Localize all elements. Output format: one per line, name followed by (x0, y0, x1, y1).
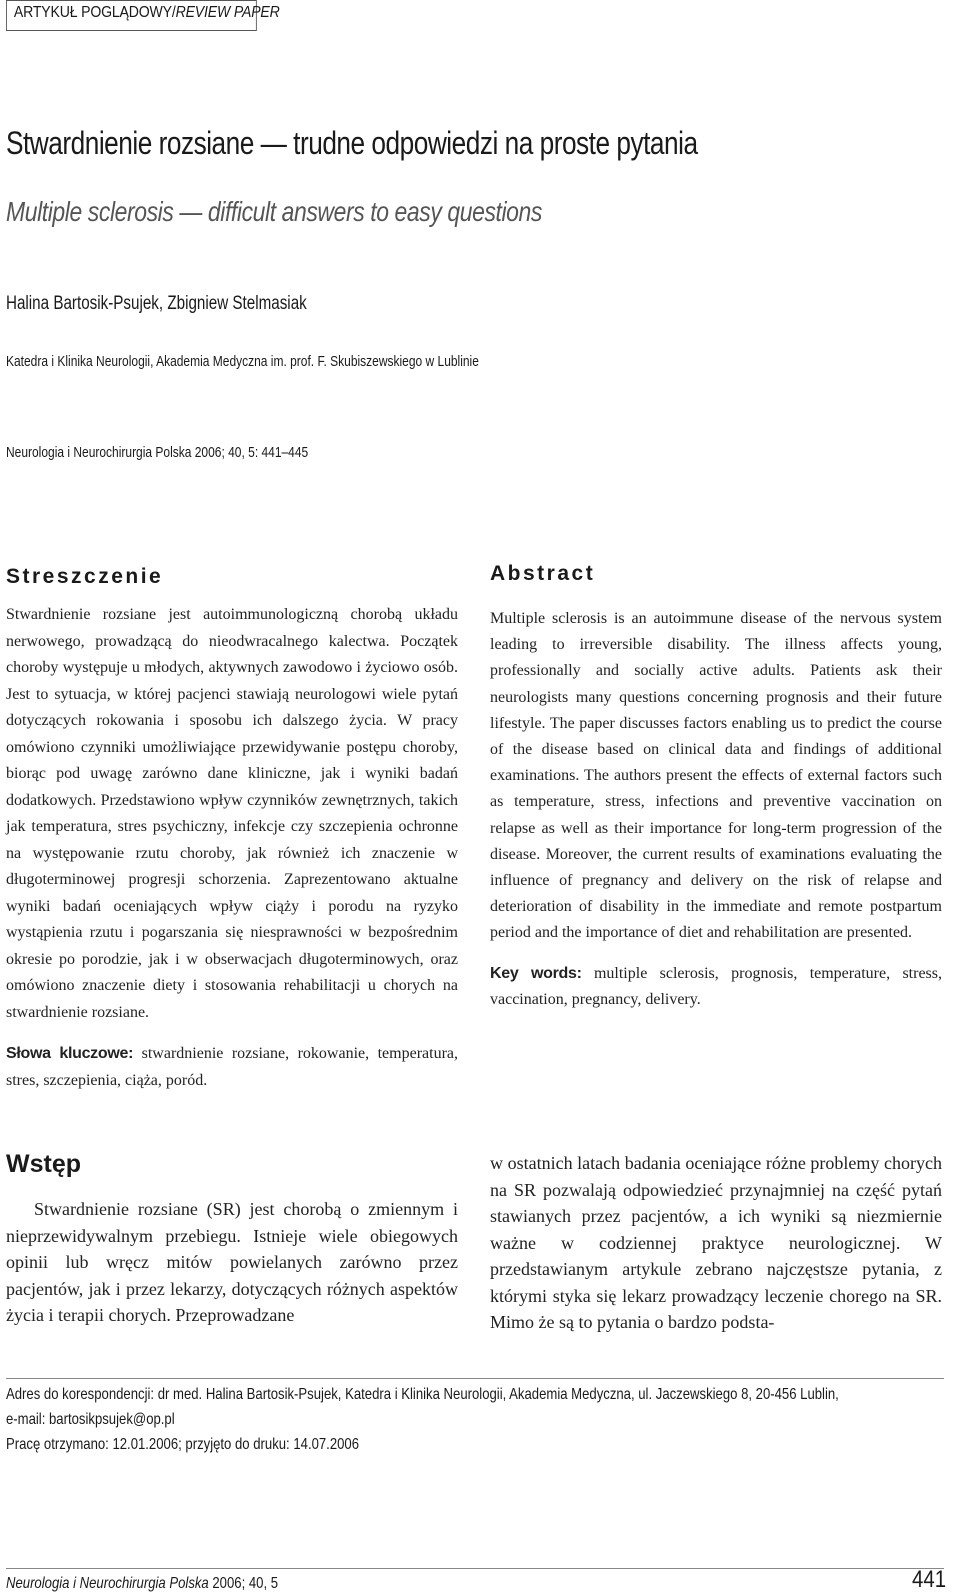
keywords-en: multiple sclerosis, prognosis, temperature, stress, vaccination, pregnancy, delivery. (490, 964, 943, 1008)
footer-issue: 2006; 40, 5 (208, 1575, 279, 1592)
keywords-label-pl: Słowa kluczowe: (6, 1045, 134, 1062)
article-type-label: ARTYKUŁ POGLĄDOWY/ (13, 4, 176, 21)
footer-journal-name: Neurologia i Neurochirurgia Polska (6, 1575, 209, 1592)
intro-left-text: Stwardnienie rozsiane (SR) jest chorobą o zmiennym i nieprzewidywalnym przebiegu. Istnieje wiele obiegowych opinii lub wręcz mitów powielanych zarówno przez pacjentów, jak i przez lekarzy, dotyczących różnych aspektów życia i terapii chorych. Przeprowadzane (6, 1199, 458, 1325)
footer-journal (6, 1575, 278, 1593)
abstract-keywords (490, 961, 942, 1013)
streszczenie-text: Stwardnienie rozsiane jest autoimmunologiczną chorobą układu nerwowego, prowadzącą do nieodwracalnego kalectwa. Początek choroby występuje u młodych, aktywnych zawodowo i życiowo osób. Jest to sytuacja, w której pacjenci stawiają neurologowi wiele pytań dotyczących rokowania i sposobu ich dalszego życia. W pracy omówiono czynniki umożliwiające przewidywanie postępu choroby, biorąc pod uwagę zarówno dane kliniczne, jak i wyniki badań dodatkowych. Przedstawiono wpływ czynników zewnętrznych, takich jak temperatura, stres psychiczny, infekcje czy szczepienia ochronne na występowanie rzutu choroby, jak również ich znaczenie w długoterminowej progresji schorzenia. Zaprezentowano aktualne wyniki badań oceniających wpływ ciąży i porodu na ryzyko wystąpienia rzutu i pogarszania się niesprawności w bezpośrednim okresie po porodzie, jak i w obserwacjach długoterminowych, oraz omówiono znaczenie diety i stosowania rehabilitacji u chorych na stwardnienie rozsiane. (6, 606, 458, 1021)
page-number: 441 (911, 1566, 946, 1593)
title-polish: Stwardnienie rozsiane — trudne odpowiedzi na proste pytania (6, 125, 698, 161)
received-accepted-dates: Pracę otrzymano: 12.01.2006; przyjęto do druku: 14.07.2006 (6, 1436, 360, 1453)
affiliation: Katedra i Klinika Neurologii, Akademia Medyczna im. prof. F. Skubiszewskiego w Lublinie (6, 353, 479, 370)
correspondence-email: e-mail: bartosikpsujek@op.pl (6, 1411, 175, 1428)
streszczenie-body (6, 602, 458, 1094)
keywords-label-en: Key words: (490, 964, 582, 982)
streszczenie-heading: Streszczenie (6, 565, 164, 588)
keywords-pl: stwardnienie rozsiane, rokowanie, temperatura, stres, szczepienia, ciąża, poród. (6, 1045, 459, 1089)
article-type-label-en: REVIEW PAPER (175, 4, 280, 21)
streszczenie-keywords (6, 1041, 458, 1094)
citation: Neurologia i Neurochirurgia Polska 2006; 40, 5: 441–445 (6, 444, 309, 461)
footer-divider (6, 1568, 944, 1569)
correspondence-divider (6, 1378, 944, 1379)
authors: Halina Bartosik-Psujek, Zbigniew Stelmasiak (6, 293, 307, 314)
intro-right-text: w ostatnich latach badania oceniające różne problemy chorych na SR pozwalają odpowiedzieć przynajmniej na część pytań stawianych przez pacjentów, a ich wyniki są niezmiernie ważne w codziennej praktyce neurologicznej. W przedstawianym artykule zebrano najczęstsze pytania, z którymi styka się lekarz prowadzący leczenie chorego na SR. Mimo że są to pytania o bardzo podsta- (490, 1153, 942, 1332)
abstract-text: Multiple sclerosis is an autoimmune disease of the nervous system leading to irreversible disability. The illness affects young, professionally and socially active adults. Patients ask their neurologists many questions concerning prognosis and their future lifestyle. The paper discusses factors enabling us to predict the course of the disease based on clinical data and findings of additional examinations. The authors present the effects of external factors such as temperature, stress, infections and preventive vaccination on relapse as well as their importance for long-term progression of the disease. Moreover, the current results of examinations evaluating the influence of pregnancy and delivery on the risk of relapse and deterioration of disability in the immediate and remote postpartum period and the importance of diet and rehabilitation are presented. (490, 610, 942, 942)
article-type-tag (6, 0, 280, 31)
abstract-heading: Abstract (490, 562, 596, 585)
intro-heading: Wstęp (6, 1150, 81, 1178)
title-english: Multiple sclerosis — difficult answers to easy questions (6, 196, 542, 227)
correspondence-address: Adres do korespondencji: dr med. Halina Bartosik-Psujek, Katedra i Klinika Neurologii, Akademia Medyczna, ul. Jaczewskiego 8, 20-456 Lublin, (6, 1386, 839, 1403)
abstract-body (490, 606, 942, 1013)
